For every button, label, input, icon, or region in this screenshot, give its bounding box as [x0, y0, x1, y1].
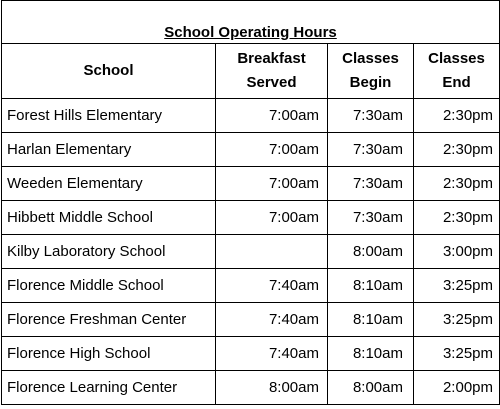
- school-name-cell: Florence High School: [2, 337, 216, 371]
- operating-hours-sheet: [1, 0, 499, 408]
- classes-begin-cell: 8:10am: [328, 303, 414, 337]
- classes-end-cell: 3:25pm: [414, 269, 500, 303]
- header-begin-line2: Begin: [349, 74, 392, 91]
- header-breakfast: [216, 44, 328, 99]
- school-name-cell: Kilby Laboratory School: [2, 235, 216, 269]
- school-name-cell: Florence Learning Center: [2, 371, 216, 405]
- breakfast-time-cell: 7:40am: [216, 269, 328, 303]
- table-row: [2, 235, 500, 269]
- classes-end-cell: 3:25pm: [414, 303, 500, 337]
- classes-end-cell: 2:30pm: [414, 201, 500, 235]
- breakfast-time-cell: 8:00am: [216, 371, 328, 405]
- school-name-cell: Weeden Elementary: [2, 167, 216, 201]
- school-name-cell: Harlan Elementary: [2, 133, 216, 167]
- classes-begin-cell: 8:10am: [328, 269, 414, 303]
- school-name-cell: Florence Middle School: [2, 269, 216, 303]
- classes-end-cell: 2:00pm: [414, 371, 500, 405]
- header-end-line2: End: [442, 74, 471, 91]
- classes-end-cell: 2:30pm: [414, 167, 500, 201]
- classes-begin-cell: 7:30am: [328, 133, 414, 167]
- table-row: [2, 337, 500, 371]
- classes-begin-cell: 7:30am: [328, 167, 414, 201]
- title-cell: [2, 1, 500, 44]
- school-name-cell: Forest Hills Elementary: [2, 99, 216, 133]
- header-breakfast-line1: Breakfast: [237, 50, 306, 67]
- header-end-line1: Classes: [428, 50, 485, 67]
- table-row: [2, 167, 500, 201]
- table-row: [2, 303, 500, 337]
- breakfast-time-cell: 7:00am: [216, 167, 328, 201]
- header-row: [2, 44, 500, 99]
- header-classes-begin: [328, 44, 414, 99]
- table-row: [2, 371, 500, 405]
- classes-end-cell: 2:30pm: [414, 99, 500, 133]
- classes-begin-cell: 7:30am: [328, 99, 414, 133]
- header-school-label: School: [83, 62, 134, 79]
- table-row: [2, 99, 500, 133]
- table-title: School Operating Hours: [164, 24, 337, 41]
- header-classes-end: [414, 44, 500, 99]
- table-row: [2, 201, 500, 235]
- breakfast-time-cell: 7:00am: [216, 201, 328, 235]
- classes-begin-cell: 8:00am: [328, 235, 414, 269]
- classes-end-cell: 2:30pm: [414, 133, 500, 167]
- breakfast-time-cell: 7:40am: [216, 303, 328, 337]
- classes-begin-cell: 8:00am: [328, 371, 414, 405]
- table-row: [2, 133, 500, 167]
- header-breakfast-line2: Served: [246, 74, 297, 91]
- school-name-cell: Hibbett Middle School: [2, 201, 216, 235]
- table-row: [2, 269, 500, 303]
- breakfast-time-cell: [216, 235, 328, 269]
- title-row: [2, 1, 500, 44]
- breakfast-time-cell: 7:00am: [216, 99, 328, 133]
- header-school: [2, 44, 216, 99]
- classes-end-cell: 3:00pm: [414, 235, 500, 269]
- operating-hours-table: [1, 0, 500, 405]
- breakfast-time-cell: 7:00am: [216, 133, 328, 167]
- classes-begin-cell: 8:10am: [328, 337, 414, 371]
- classes-end-cell: 3:25pm: [414, 337, 500, 371]
- header-begin-line1: Classes: [342, 50, 399, 67]
- breakfast-time-cell: 7:40am: [216, 337, 328, 371]
- classes-begin-cell: 7:30am: [328, 201, 414, 235]
- school-name-cell: Florence Freshman Center: [2, 303, 216, 337]
